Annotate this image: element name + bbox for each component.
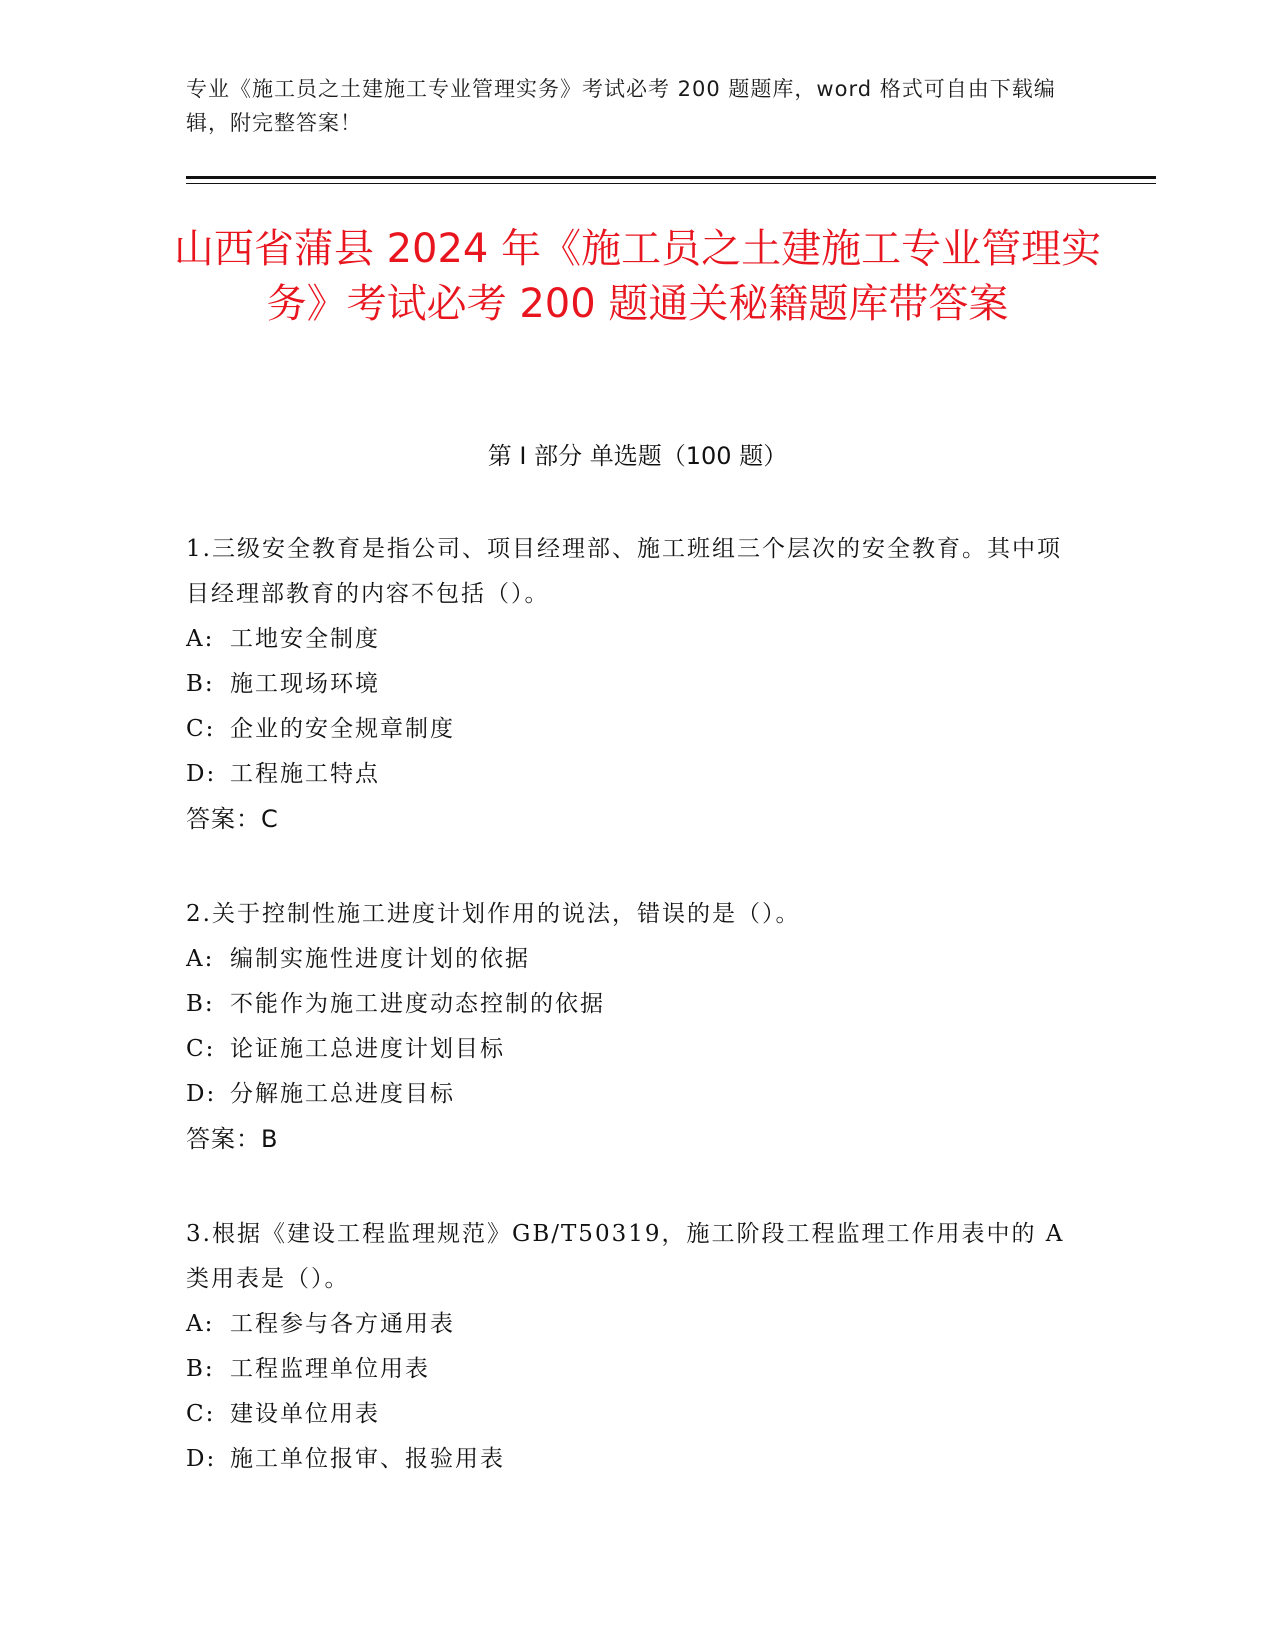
question-stem: 2.关于控制性施工进度计划作用的说法，错误的是（）。 [186, 901, 801, 927]
option-text: 工地安全制度 [230, 626, 380, 652]
option-text: 企业的安全规章制度 [230, 716, 455, 742]
option-b [186, 662, 1086, 707]
question-answer: 答案：C [186, 805, 279, 833]
option-a [186, 937, 1086, 982]
option-letter: D: [186, 1081, 217, 1107]
option-c [186, 1392, 1086, 1437]
option-a [186, 1302, 1086, 1347]
option-b [186, 982, 1086, 1027]
option-text: 论证施工总进度计划目标 [230, 1036, 505, 1062]
option-letter: C: [186, 716, 216, 742]
option-text: 工程监理单位用表 [230, 1356, 430, 1382]
option-text: 编制实施性进度计划的依据 [230, 946, 530, 972]
option-letter: C: [186, 1036, 216, 1062]
option-b [186, 1347, 1086, 1392]
option-letter: D: [186, 761, 217, 787]
option-letter: A: [186, 626, 215, 652]
header-rule-thick [186, 176, 1156, 179]
option-d [186, 752, 1086, 797]
option-a [186, 617, 1086, 662]
option-letter: B: [186, 1356, 215, 1382]
option-text: 建设单位用表 [230, 1401, 380, 1427]
option-text: 分解施工总进度目标 [230, 1081, 455, 1107]
option-d [186, 1437, 1086, 1482]
option-text: 工程施工特点 [230, 761, 380, 787]
option-letter: B: [186, 671, 215, 697]
section-title: 第 I 部分 单选题（100 题） [487, 442, 788, 470]
option-d [186, 1072, 1086, 1117]
option-text: 不能作为施工进度动态控制的依据 [230, 991, 605, 1017]
header-note: 专业《施工员之土建施工专业管理实务》考试必考 200 题题库，word 格式可自由下载编辑，附完整答案！ [186, 77, 1056, 135]
question-answer: 答案：B [186, 1125, 279, 1153]
option-letter: D: [186, 1446, 217, 1472]
document-title: 山西省蒲县 2024 年《施工员之土建施工专业管理实务》考试必考 200 题通关秘籍题库带答案 [173, 226, 1102, 327]
option-letter: C: [186, 1401, 216, 1427]
option-letter: A: [186, 1311, 215, 1337]
question-3 [186, 1212, 1086, 1482]
option-c [186, 707, 1086, 752]
option-c [186, 1027, 1086, 1072]
question-stem: 1.三级安全教育是指公司、项目经理部、施工班组三个层次的安全教育。其中项目经理部教育的内容不包括（）。 [186, 536, 1062, 607]
option-text: 施工现场环境 [230, 671, 380, 697]
option-text: 施工单位报审、报验用表 [230, 1446, 505, 1472]
question-list [186, 527, 1086, 1532]
question-stem: 3.根据《建设工程监理规范》GB/T50319，施工阶段工程监理工作用表中的 A 类用表是（）。 [186, 1221, 1065, 1292]
question-2 [186, 892, 1086, 1162]
option-letter: A: [186, 946, 215, 972]
question-1 [186, 527, 1086, 842]
option-text: 工程参与各方通用表 [230, 1311, 455, 1337]
option-letter: B: [186, 991, 215, 1017]
header-rule-thin [186, 183, 1156, 184]
